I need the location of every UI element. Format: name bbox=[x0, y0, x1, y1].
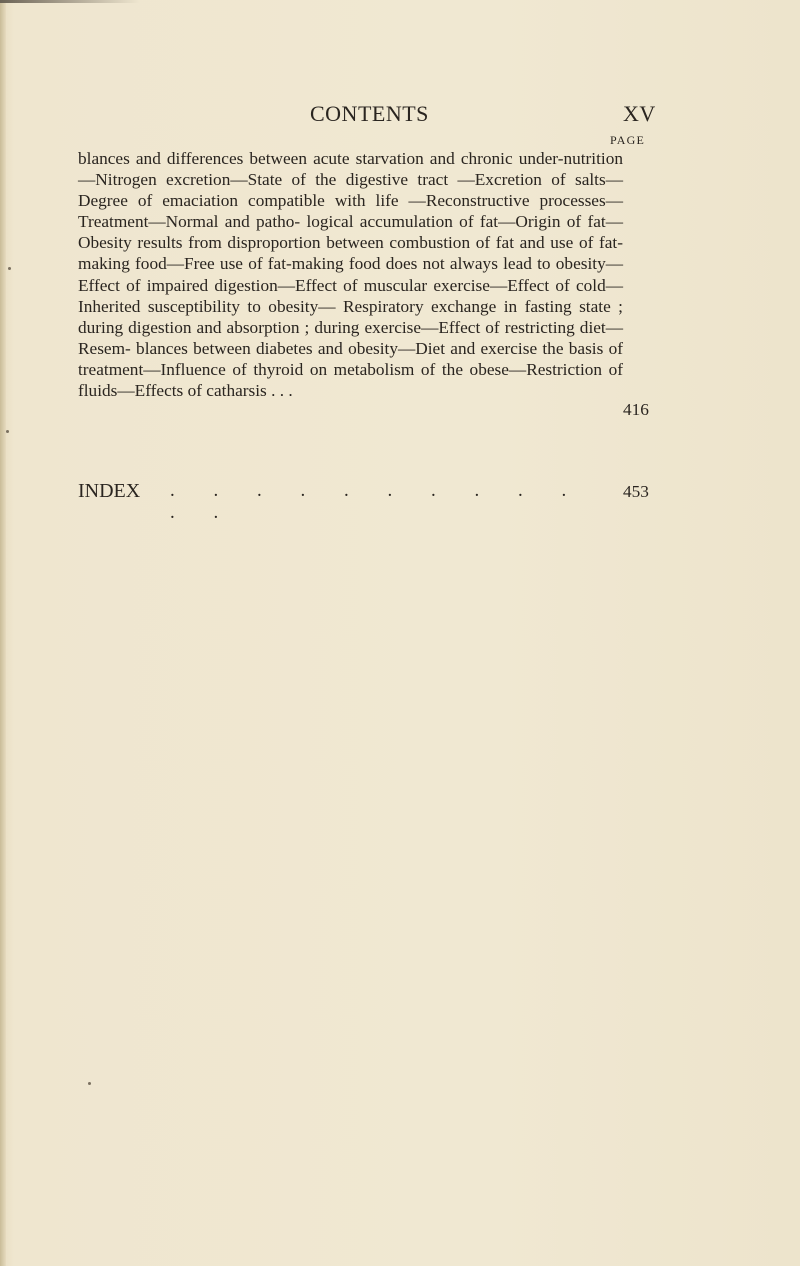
index-leader-dots: . . . . . . . . . . . . bbox=[170, 480, 584, 523]
index-label: INDEX bbox=[78, 480, 141, 502]
scan-edge-mark bbox=[0, 0, 140, 3]
index-page-number: 453 bbox=[623, 482, 649, 501]
paper-speck bbox=[6, 430, 9, 433]
index-entry bbox=[78, 480, 623, 523]
contents-entry-page: 416 bbox=[623, 400, 649, 419]
paper-speck bbox=[88, 1082, 91, 1085]
paper-speck bbox=[8, 267, 11, 270]
running-header-page-number: XV bbox=[623, 101, 656, 126]
running-header-title: CONTENTS bbox=[310, 101, 429, 126]
binding-edge bbox=[0, 0, 6, 1266]
page-column-label: PAGE bbox=[610, 133, 646, 147]
contents-entry-text: blances and differences between acute starvation and chronic under-nutrition—Nitrogen excretion—State of the digestive tract —Excretion of salts—Degree of emaciation compatible with life —Reconstructive processes—Treatment—Normal and patho- logical accumulation of fat—Origin of fat—Obesity results from disproportion between combustion of fat and use of fat-making food—Free use of fat-making food does not always lead to obesity—Effect of impaired digestion—Effect of muscular exercise—Effect of cold—Inherited susceptibility to obesity— Respiratory exchange in fasting state ; during digestion and absorption ; during exercise—Effect of restricting diet—Resem- blances between diabetes and obesity—Diet and exercise the basis of treatment—Influence of thyroid on metabolism of the obese—Restriction of fluids—Effects of catharsis . . . bbox=[78, 149, 623, 401]
